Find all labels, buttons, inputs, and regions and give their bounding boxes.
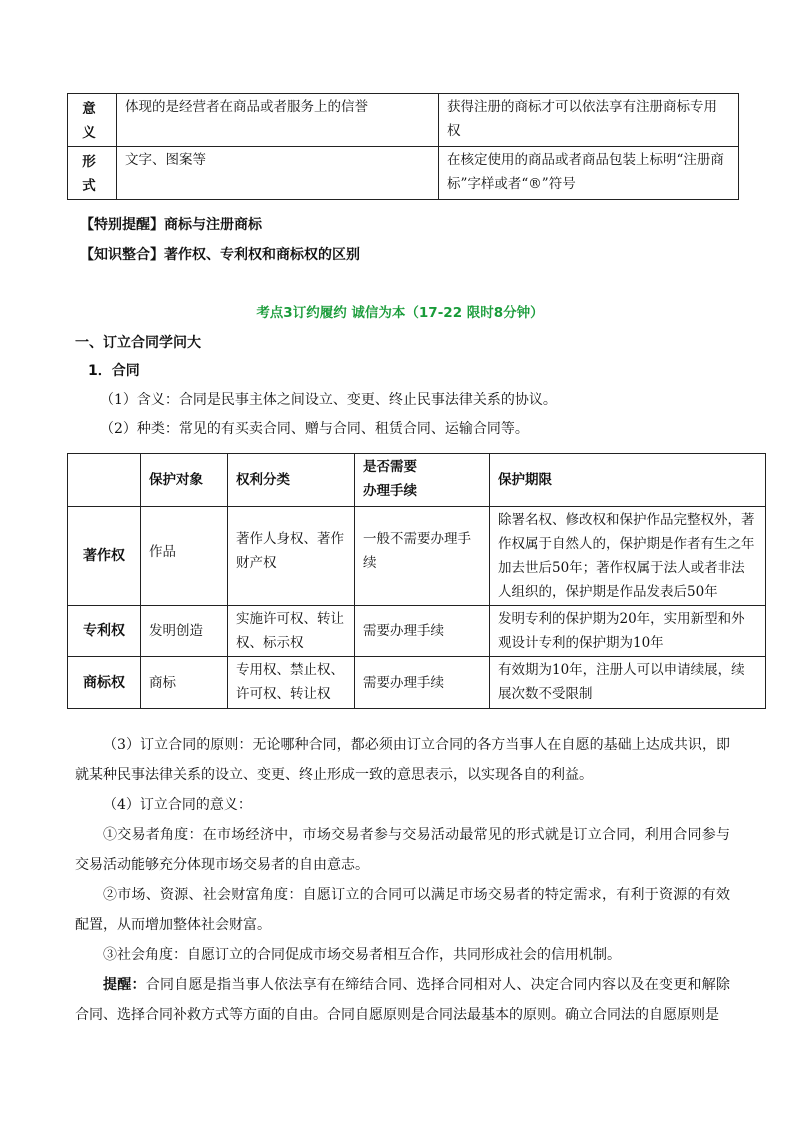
header-cell: 保护期限 [490,454,766,507]
table-row [68,606,766,657]
row-header: 形 式 [68,147,117,200]
heading-2: 1．合同 [88,363,140,379]
table-cell: 在核定使用的商品或者商品包装上标明“注册商标”字样或者“®”符号 [439,147,739,200]
row-header: 专利权 [68,606,141,657]
item-1: （1）含义：合同是民事主体之间设立、变更、终止民事法律关系的协议。 [100,392,557,408]
table-cell: 发明专利的保护期为20年，实用新型和外观设计专利的保护期为10年 [490,606,766,657]
paragraph-society: ③社会角度：自愿订立的合同促成市场交易者相互合作，共同形成社会的信用机制。 [103,947,621,963]
row-header: 著作权 [68,507,141,606]
table-cell: 专用权、禁止权、许可权、转让权 [228,657,355,709]
row-header: 意 义 [68,94,117,147]
row-header: 商标权 [68,657,141,709]
table-cell: 文字、图案等 [117,147,439,200]
table-cell: 有效期为10年，注册人可以申请续展，续展次数不受限制 [490,657,766,709]
special-reminder: 【特别提醒】商标与注册商标 [80,217,262,233]
table-cell: 需要办理手续 [355,606,490,657]
item-2: （2）种类：常见的有买卖合同、赠与合同、租赁合同、运输合同等。 [100,421,529,437]
paragraph-principle: （3）订立合同的原则：无论哪种合同，都必须由订立合同的各方当事人在自愿的基础上达成共识，即就某种民事法律关系的设立、变更、终止形成一致的意思表示，以实现各自的利益。 [75,737,730,783]
tip-label: 提醒： [103,977,146,993]
section-title: 考点3订约履约 诚信为本（17-22 限时8分钟） [256,305,544,321]
table-cell: 获得注册的商标才可以依法享有注册商标专用权 [439,94,739,147]
table-cell: 商标 [141,657,228,709]
heading-1: 一、订立合同学问大 [75,335,201,351]
tip-text: 合同自愿是指当事人依法享有在缔结合同、选择合同相对人、决定合同内容以及在变更和解除合同、选择合同补救方式等方面的自由。合同自愿原则是合同法最基本的原则。确立合同法的自愿原则是 [75,977,731,1023]
paragraph-tip [75,970,730,1030]
table-cell: 著作人身权、著作财产权 [228,507,355,606]
table-row [68,147,739,200]
table-row [68,94,739,147]
paragraph-trader: ①交易者角度：在市场经济中，市场交易者参与交易活动最常见的形式就是订立合同，利用合同参与交易活动能够充分体现市场交易者的自由意志。 [75,827,730,873]
table-cell: 需要办理手续 [355,657,490,709]
trademark-table [67,93,739,200]
paragraph-significance: （4）订立合同的意义： [103,797,252,813]
header-cell: 保护对象 [141,454,228,507]
table-cell: 除署名权、修改权和保护作品完整权外，著作权属于自然人的，保护期是作者有生之年加去世后50年；著作权属于法人或者非法人组织的，保护期是作品发表后50年 [490,507,766,606]
table-row [68,657,766,709]
table-cell: 发明创造 [141,606,228,657]
knowledge-integration: 【知识整合】著作权、专利权和商标权的区别 [80,247,360,263]
table-cell: 实施许可权、转让权、标示权 [228,606,355,657]
table-cell: 作品 [141,507,228,606]
table-cell: 一般不需要办理手续 [355,507,490,606]
table-cell: 体现的是经营者在商品或者服务上的信誉 [117,94,439,147]
table-header-row [68,454,766,507]
table-row [68,507,766,606]
header-cell: 是否需要 办理手续 [355,454,490,507]
ip-rights-table [67,453,766,709]
header-cell: 权利分类 [228,454,355,507]
paragraph-market: ②市场、资源、社会财富角度：自愿订立的合同可以满足市场交易者的特定需求，有利于资源的有效配置，从而增加整体社会财富。 [75,887,730,933]
header-cell [68,454,141,507]
